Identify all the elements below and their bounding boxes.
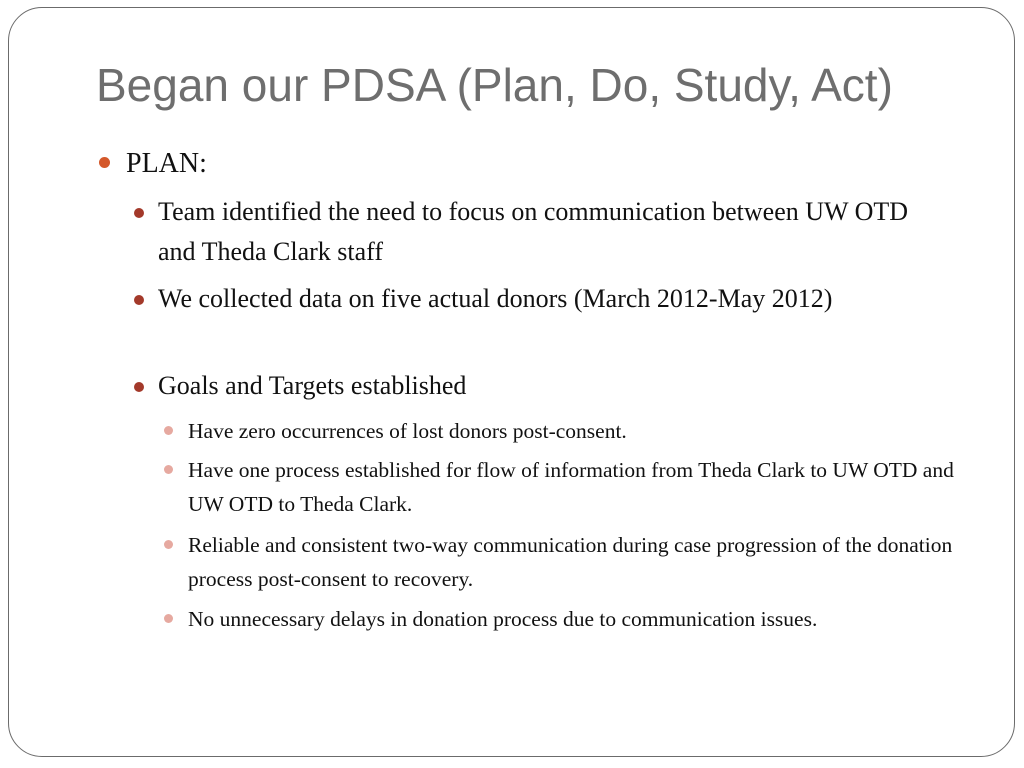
goal-item-two-way: Reliable and consistent two-way communication during case progression of the donation process post-consent to recovery. (188, 533, 953, 591)
bullet-dot-icon (164, 426, 173, 435)
bullet-dot-icon (164, 540, 173, 549)
plan-item-goals: Goals and Targets established (158, 371, 467, 400)
bullet-dot-icon (164, 614, 173, 623)
plan-heading: PLAN: (126, 148, 207, 179)
plan-item-data: We collected data on five actual donors (March 2012-May 2012) (158, 284, 833, 313)
bullet-dot-icon (134, 382, 144, 392)
bullet-dot-icon (164, 465, 173, 474)
goal-item-no-delays: No unnecessary delays in donation process due to communication issues. (188, 607, 818, 631)
plan-item-team: Team identified the need to focus on communication between UW OTD and Theda Clark staff (158, 197, 909, 266)
goal-item-zero-lost: Have zero occurrences of lost donors post-consent. (188, 419, 627, 443)
slide-title: Began our PDSA (Plan, Do, Study, Act) (96, 59, 893, 111)
bullet-dot-icon (134, 295, 144, 305)
bullet-dot-icon (99, 157, 110, 168)
bullet-dot-icon (134, 208, 144, 218)
goal-item-one-process: Have one process established for flow of information from Theda Clark to UW OTD and UW OTD to Theda Clark. (188, 458, 954, 516)
